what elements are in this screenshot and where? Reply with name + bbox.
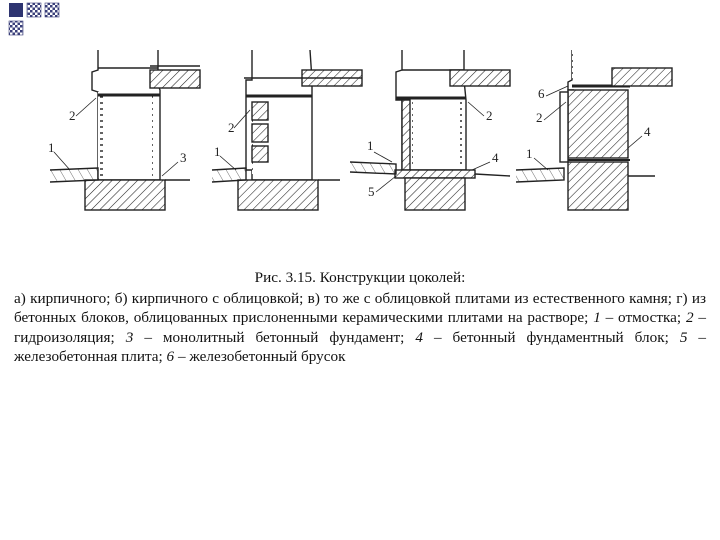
- corner-square-check: [27, 3, 41, 17]
- caption-item-number: 5: [679, 328, 688, 346]
- caption-item-number: 6: [166, 348, 175, 365]
- plinth-constructions-drawing: [40, 40, 680, 220]
- corner-square-check: [45, 3, 59, 17]
- label-d-2: 2: [536, 110, 543, 125]
- label-a-2: 2: [69, 108, 76, 123]
- corner-square-dark: [9, 3, 23, 17]
- label-d-4: 4: [644, 124, 651, 139]
- label-b-1: 1: [214, 144, 221, 159]
- label-d-6: 6: [538, 86, 545, 101]
- caption-text-segment: – бетонный фундаментный блок;: [422, 328, 680, 346]
- caption-text-segment: – гидроизоляция;: [14, 309, 707, 346]
- label-d-1: 1: [526, 146, 533, 161]
- caption-text-segment: а) кирпичного; б) кирпичного с облицовкой; в) то же с облицовкой плитами из естественного камня; г) из бетонных блоков, облицованных прислоненными керамическими плитами на растворе;: [14, 289, 706, 326]
- caption-text-segment: – монолитный бетонный фундамент;: [133, 328, 416, 346]
- corner-square-check: [9, 21, 23, 35]
- label-c-4: 4: [492, 150, 499, 165]
- label-a-3: 3: [180, 150, 187, 165]
- detail-b-brick-with-facing: [212, 50, 362, 210]
- caption-text-segment: – отмостка;: [600, 309, 686, 326]
- caption-item-number: 1: [593, 309, 601, 326]
- label-c-1: 1: [367, 138, 374, 153]
- label-b-2: 2: [228, 120, 235, 135]
- label-c-2: 2: [486, 108, 493, 123]
- caption-body: [14, 289, 706, 367]
- caption-text-segment: – железобетонный брусок: [174, 348, 346, 365]
- detail-a-brick-plinth: [48, 50, 200, 210]
- label-a-1: 1: [48, 140, 55, 155]
- caption-item-number: 3: [125, 328, 134, 346]
- figure-caption: [14, 268, 706, 367]
- detail-d-concrete-blocks: [516, 50, 672, 210]
- detail-c-stone-facing: [350, 50, 510, 210]
- corner-checker-decoration: [0, 0, 60, 40]
- caption-text-segment: – железобетонная плита;: [14, 328, 707, 365]
- caption-item-number: 4: [415, 328, 423, 346]
- caption-item-number: 2: [685, 309, 694, 326]
- caption-title: Рис. 3.15. Конструкции цоколей:: [254, 269, 466, 286]
- label-c-5: 5: [368, 184, 375, 199]
